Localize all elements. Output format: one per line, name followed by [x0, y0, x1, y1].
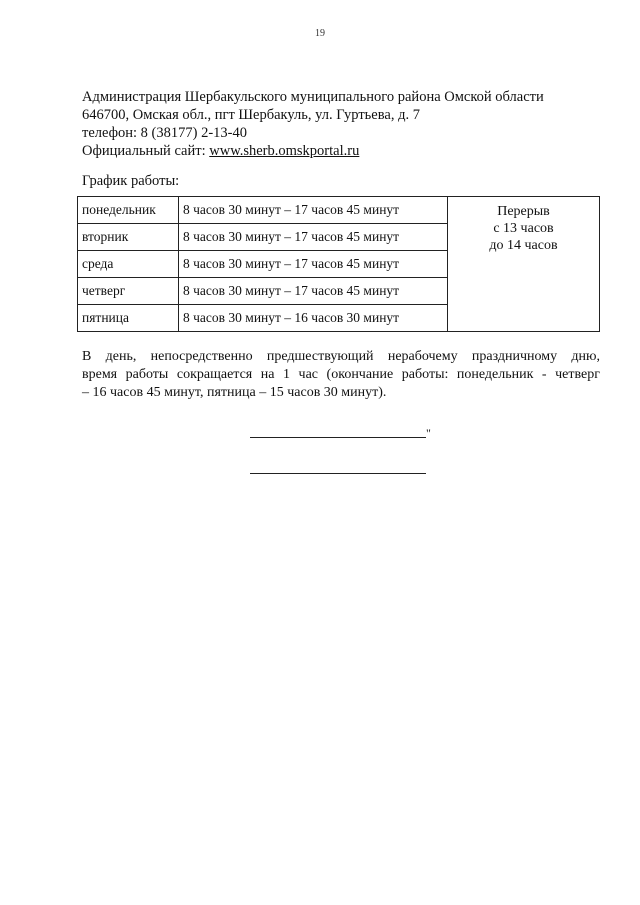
hours-cell: 8 часов 30 минут – 17 часов 45 минут — [179, 224, 448, 251]
day-cell: вторник — [78, 224, 179, 251]
website-line — [82, 142, 602, 160]
postal-address: 646700, Омская обл., пгт Шербакуль, ул. Гуртьева, д. 7 — [82, 107, 420, 123]
address-block — [82, 88, 602, 160]
hours-cell: 8 часов 30 минут – 17 часов 45 минут — [179, 251, 448, 278]
organization-name: Администрация Шербакульского муниципального района Омской области — [82, 89, 544, 105]
day-cell: среда — [78, 251, 179, 278]
shortened-day-note — [82, 348, 600, 402]
day-cell: пятница — [78, 305, 179, 332]
schedule-title: График работы: — [82, 173, 180, 189]
day-cell: понедельник — [78, 197, 179, 224]
break-end: до 14 часов — [489, 238, 558, 253]
schedule-table — [77, 196, 600, 332]
signature-line — [250, 437, 426, 438]
note-line: время работы сокращается на 1 час (окончание работы: понедельник - четверг — [82, 367, 600, 382]
hours-cell: 8 часов 30 минут – 17 часов 45 минут — [179, 197, 448, 224]
break-cell — [448, 197, 600, 332]
website-link[interactable]: www.sherb.omskportal.ru — [209, 143, 360, 159]
table-row — [78, 197, 600, 224]
signature-line — [250, 473, 426, 474]
day-cell: четверг — [78, 278, 179, 305]
website-label: Официальный сайт: — [82, 143, 210, 159]
note-line: – 16 часов 45 минут, пятница – 15 часов 30 минут). — [82, 385, 387, 400]
page-number: 19 — [315, 28, 325, 39]
phone-number: телефон: 8 (38177) 2-13-40 — [82, 125, 247, 141]
note-line: В день, непосредственно предшествующий нерабочему праздничному дню, — [82, 349, 600, 364]
hours-cell: 8 часов 30 минут – 17 часов 45 минут — [179, 278, 448, 305]
closing-quote: " — [426, 426, 431, 440]
hours-cell: 8 часов 30 минут – 16 часов 30 минут — [179, 305, 448, 332]
break-start: с 13 часов — [493, 221, 554, 236]
break-label: Перерыв — [497, 204, 550, 219]
